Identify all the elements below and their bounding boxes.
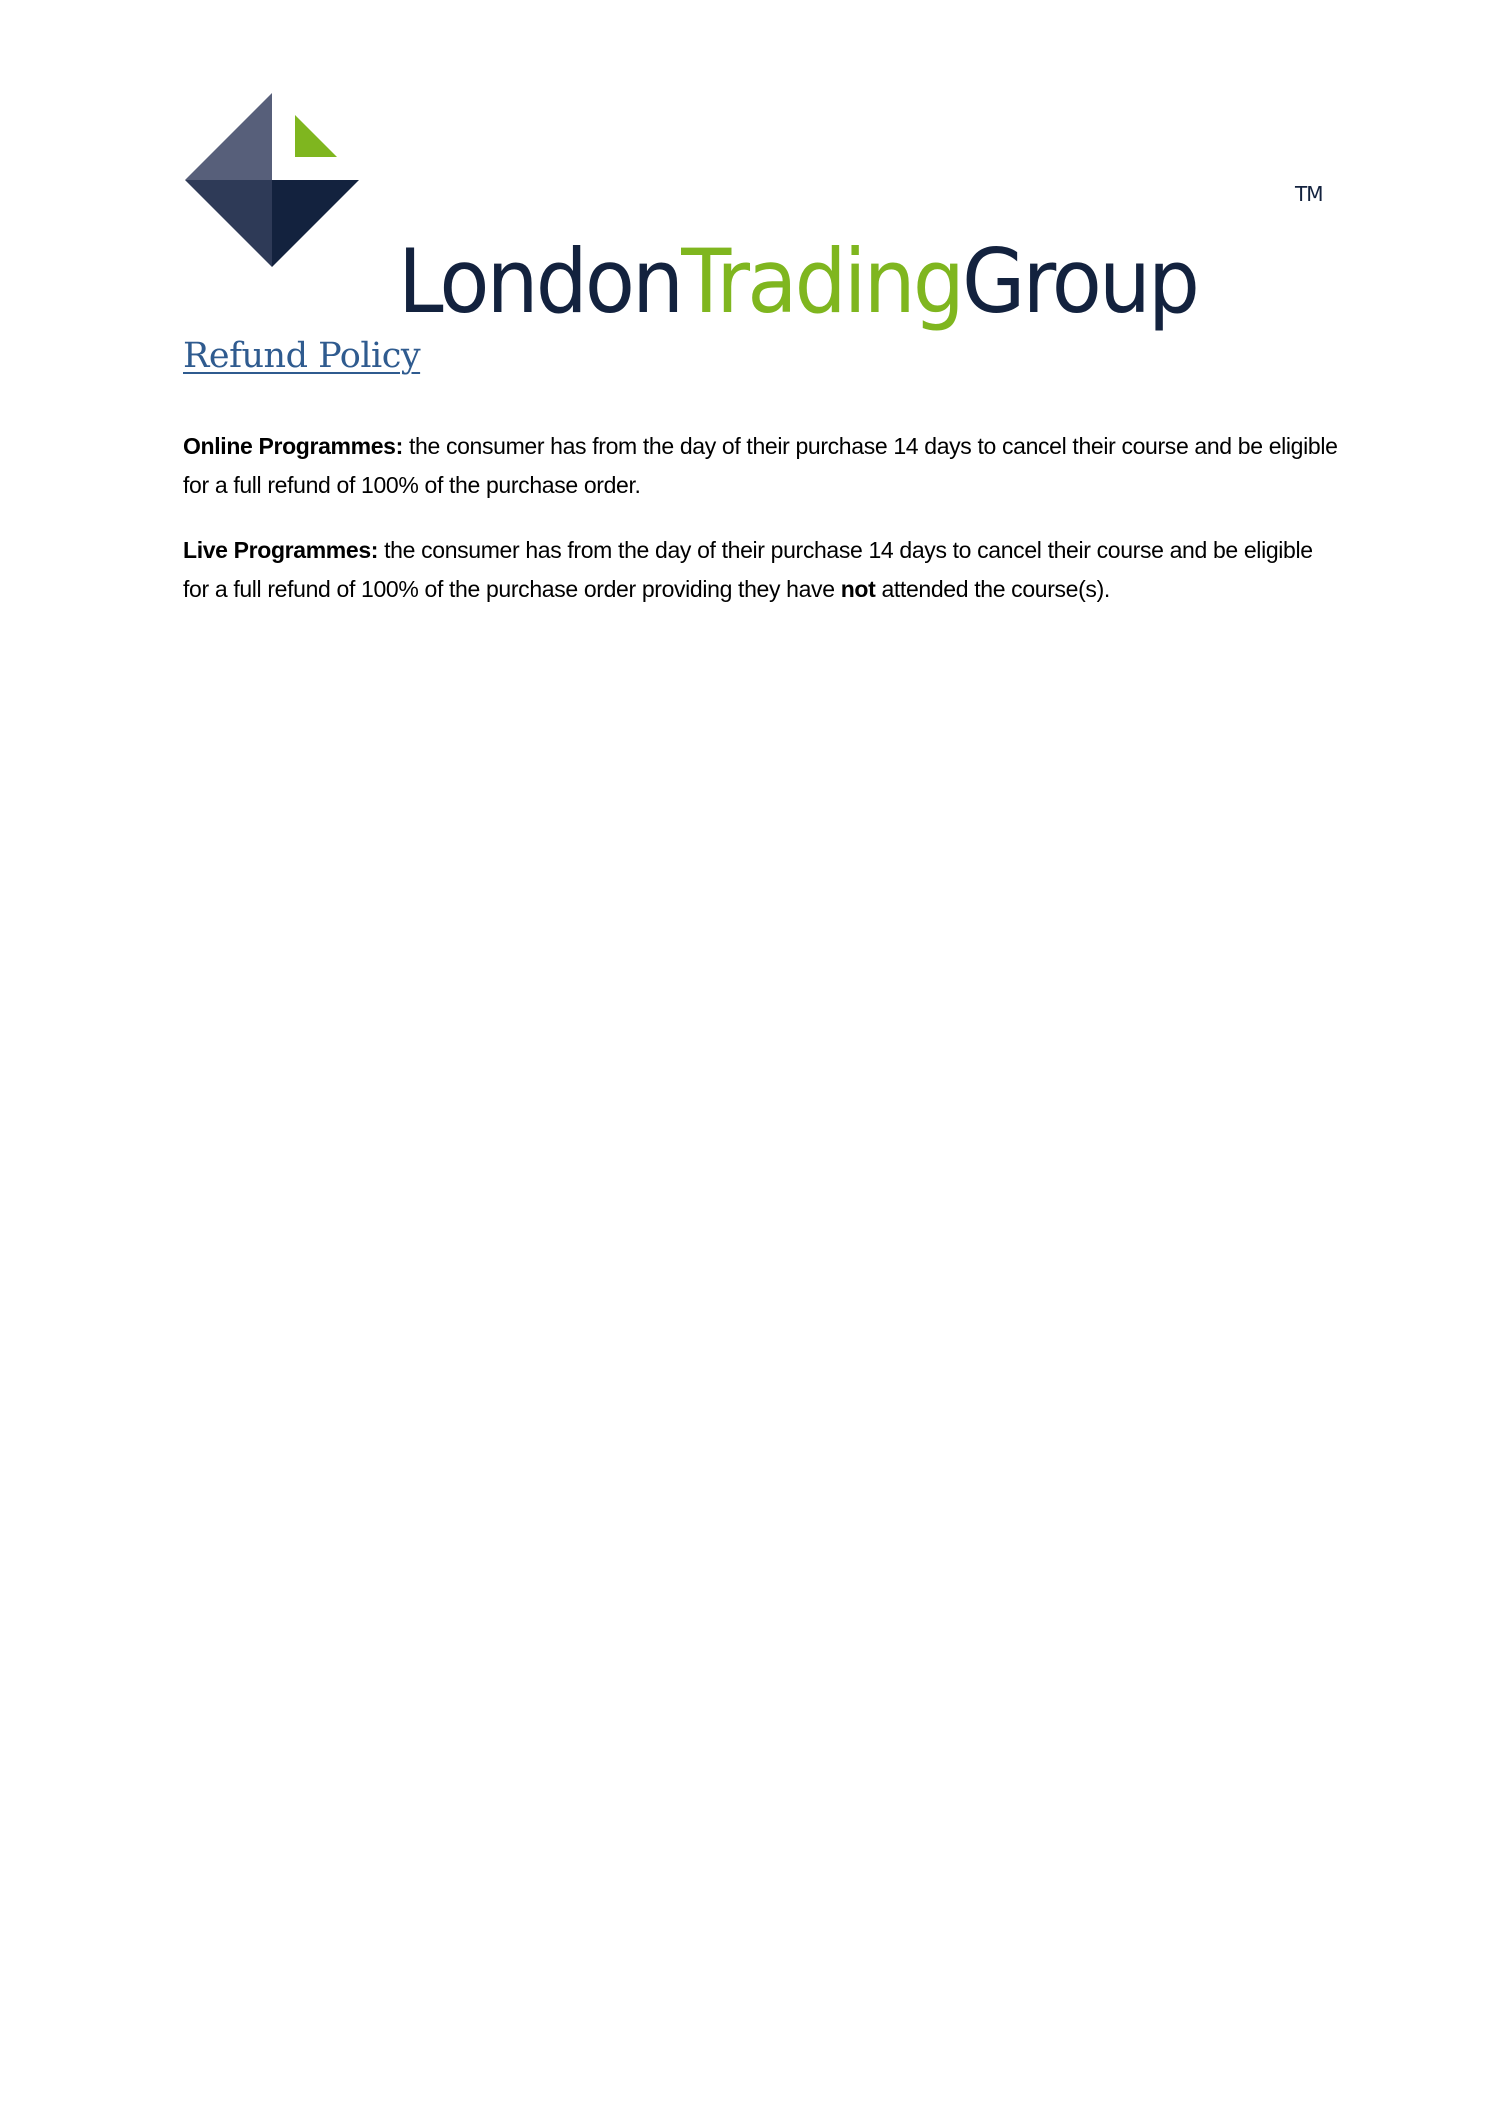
policy-live-programmes — [183, 531, 1343, 609]
company-logo — [183, 90, 1333, 333]
section-label: Online Programmes: — [183, 433, 403, 459]
policy-online-programmes — [183, 427, 1343, 505]
trademark-symbol: TM — [1295, 182, 1323, 206]
section-label: Live Programmes: — [183, 537, 379, 563]
logo-wordmark — [398, 230, 1198, 333]
diamond-logo-icon — [183, 90, 363, 272]
section-text: the consumer has from the day of their purchase 14 days to cancel their course and be eligible for a full refund of 100% of the purchase order providing they have — [183, 537, 1313, 602]
logo-word-trading: Trading — [681, 230, 963, 333]
logo-word-london: London — [398, 230, 682, 333]
logo-word-group: Group — [962, 230, 1198, 333]
page-title: Refund Policy — [183, 336, 421, 376]
emphasis-text: not — [840, 576, 876, 602]
section-text: the consumer has from the day of their purchase 14 days to cancel their course and be eligible for a full refund of 100% of the purchase order. — [183, 433, 1338, 498]
section-text-end: attended the course(s). — [875, 576, 1110, 602]
